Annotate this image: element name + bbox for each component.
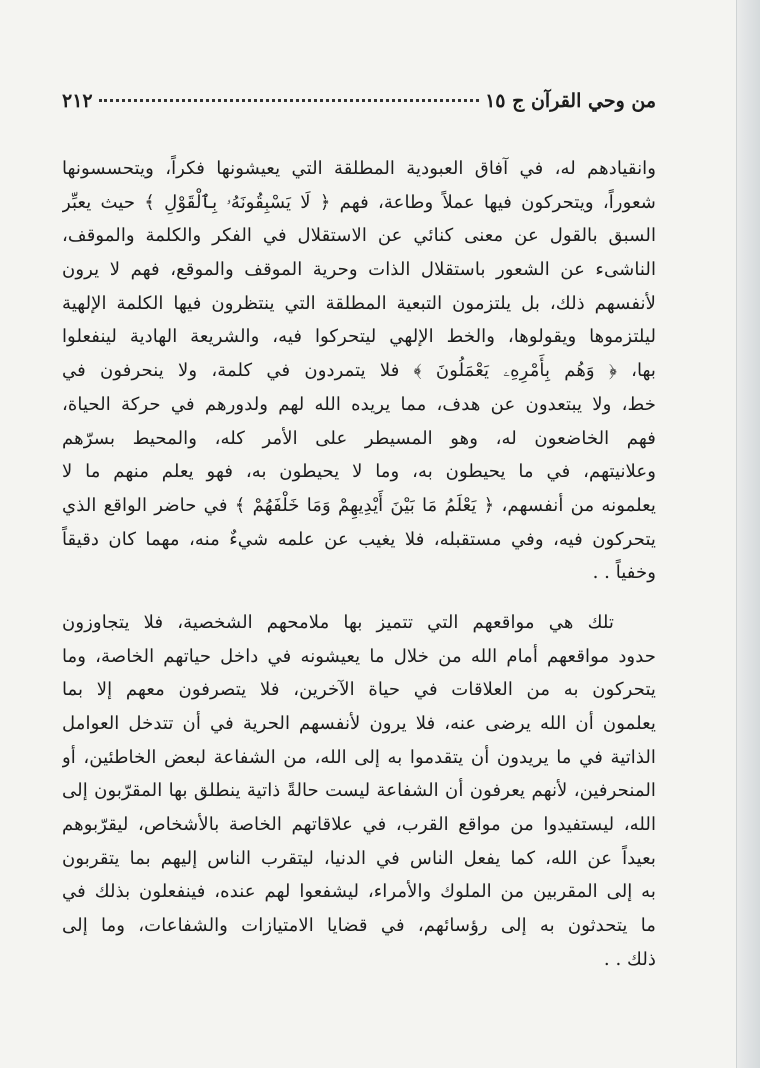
paragraph-1 (62, 152, 656, 590)
text-line: الناشىء عن الشعور باستقلال الذات وحرية الموقف والموقع، فهم لا يرون (62, 259, 656, 281)
text-line: بها، ﴿ وَهُم بِأَمْرِهِۦ يَعْمَلُونَ ﴾ فلا يتمردون في كلمة، ولا ينحرفون في (62, 360, 656, 382)
page-edge (736, 0, 760, 1068)
text-line: يتحركون به من العلاقات في حياة الآخرين، فلا يتصرفون معهم إلا بما (62, 679, 656, 701)
text-line: خط، ولا يبتعدون عن هدف، مما يريده الله لهم ولدورهم في حركة الحياة، (62, 393, 656, 415)
running-title: من وحي القرآن ج ١٥ (485, 90, 656, 112)
text-line: ذلك . . (603, 948, 656, 970)
text-line: به إلى المقربين من الملوك والأمراء، ليشفعوا لهم عنده، فينفعلون بذلك في (62, 881, 656, 903)
text-line: وانقيادهم له، في آفاق العبودية المطلقة التي يعيشونها فكراً، ويتحسسونها (62, 158, 656, 179)
text-line: تلك هي مواقعهم التي تتميز بها ملامحهم الشخصية، فلا يتجاوزون (62, 611, 614, 633)
text-line: يعلمونه من أنفسهم، ﴿ يَعْلَمُ مَا بَيْنَ أَيْدِيهِمْ وَمَا خَلْفَهُمْ ﴾ في حاضر الواقع الذي (62, 494, 656, 516)
text-line: لأنفسهم ذلك، بل يلتزمون التبعية المطلقة التي ينتظرون فيها الكلمة الإلهية (62, 292, 656, 314)
text-line: يعلمون أن الله يرضى عنه، فلا يرون لأنفسهم الحرية في أن تتدخل العوامل (62, 713, 656, 734)
text-line: الذاتية في ما يريدون أن يتقدموا به إلى الله، من الشفاعة لبعض الخاطئين، أو (62, 746, 656, 768)
text-line: حدود مواقعهم أمام الله من خلال ما يعيشونه في داخل حياتهم الخاصة، وما (62, 645, 656, 667)
text-line: ليلتزموها ويقولوها، والخط الإلهي ليتحركوا فيه، والشريعة الهادية لينفعلوا (62, 326, 656, 348)
text-line: فهم الخاضعون له، وهو المسيطر على الأمر كله، والمحيط بسرّهم (62, 427, 656, 449)
text-line: وخفياً . . (592, 562, 656, 584)
text-line: شعوراً، ويتحركون فيها عملاً وطاعة، فهم ﴿ لَا يَسْبِقُونَهُۥ بِٱلْقَوْلِ ﴾ حيث يعبِّر (62, 191, 656, 213)
page-number: ٢١٢ (62, 90, 93, 112)
text-line: وعلانيتهم، في ما يحيطون به، وما لا يحيطون به، فهو يعلم منهم ما لا (62, 461, 656, 483)
body-text (62, 152, 656, 977)
text-line: المنحرفين، لأنهم يعرفون أن الشفاعة ليست حالةً ذاتية ينطلق بها المقرّبون إلى (62, 780, 656, 802)
dot-leader (99, 99, 479, 102)
text-line: الله، ليستفيدوا من مواقع القرب، في علاقاتهم الخاصة بالأشخاص، ليقرّبوهم (62, 814, 656, 836)
paragraph-2 (62, 606, 656, 977)
text-line: ما يتحدثون به إلى رؤسائهم، في قضايا الامتيازات والشفاعات، وما إلى (62, 915, 656, 937)
running-header (62, 90, 656, 116)
text-line: بعيداً عن الله، كما يفعل الناس في الدنيا، ليتقرب الناس إليهم بما يتقربون (62, 847, 656, 869)
text-line: يتحركون فيه، وفي مستقبله، فلا يغيب عن علمه شيءٌ منه، مهما كان دقيقاً (62, 528, 656, 550)
text-line: السبق بالقول عن معنى كنائي عن الاستقلال في الفكر والكلمة والموقف، (62, 225, 656, 247)
